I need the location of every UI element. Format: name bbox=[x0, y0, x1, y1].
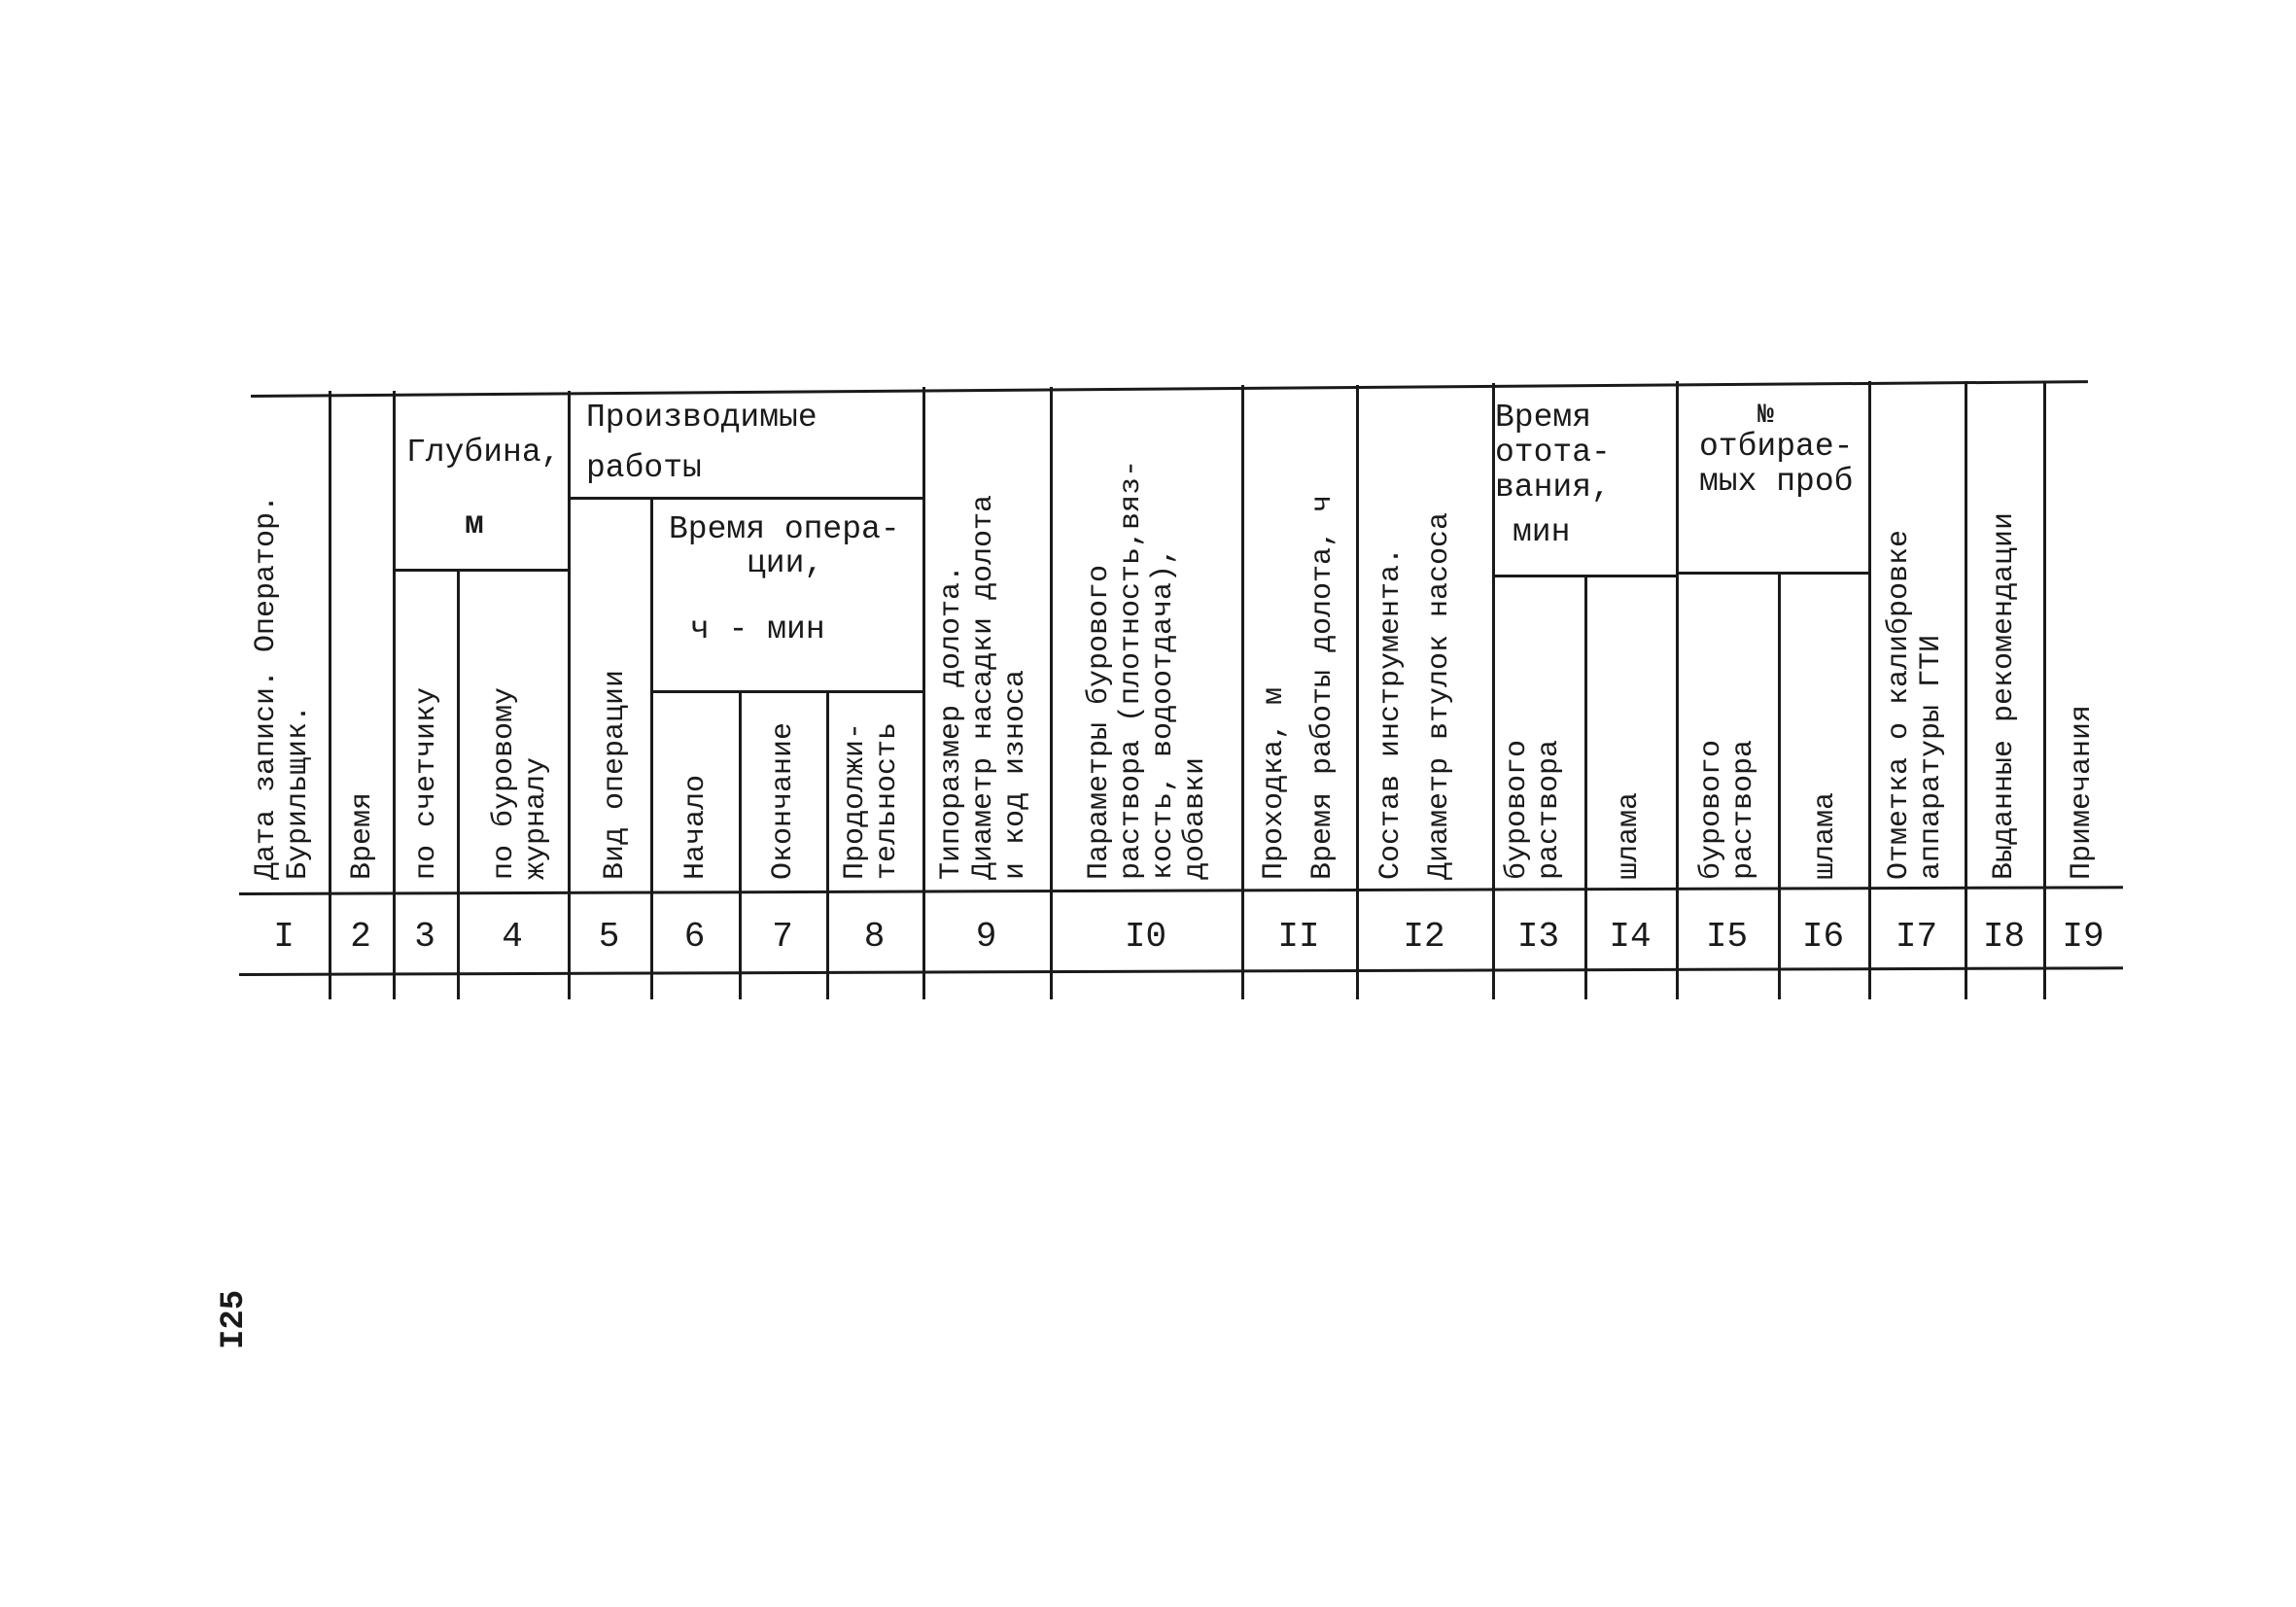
page-number: I25 bbox=[216, 1289, 253, 1349]
col-border bbox=[1676, 381, 1679, 974]
col-border bbox=[650, 497, 653, 974]
col-12-number: I2 bbox=[1403, 917, 1445, 957]
col-13-header-line2: раствора bbox=[1533, 739, 1566, 880]
column-tick bbox=[1868, 974, 1871, 999]
optime-group-rule bbox=[650, 690, 922, 693]
samples-group-title-line1: № bbox=[1757, 401, 1774, 431]
optime-group-unit: ч - мин bbox=[690, 611, 825, 647]
col-11-header-line2: Время работы долота, ч bbox=[1306, 494, 1339, 880]
samples-group-title-line3: мых проб bbox=[1699, 464, 1854, 500]
depth-group-unit: м bbox=[465, 507, 484, 542]
col-17-header-line2: аппаратуры ГТИ bbox=[1915, 634, 1948, 880]
optime-group-title-line2: ции, bbox=[747, 545, 824, 581]
work-group-title-line1: Производимые bbox=[586, 400, 818, 436]
col-17-header-line1: Отметка о калибровке bbox=[1883, 529, 1916, 880]
column-tick bbox=[568, 974, 571, 999]
col-15-header-line2: раствора bbox=[1727, 739, 1760, 880]
col-19-number: I9 bbox=[2062, 917, 2105, 957]
col-13-number: I3 bbox=[1516, 917, 1560, 957]
col-border bbox=[1241, 385, 1244, 974]
col-13-header-line1: бурового bbox=[1501, 739, 1534, 880]
column-tick bbox=[329, 974, 331, 999]
col-1-number: I bbox=[273, 917, 295, 957]
table-top-border bbox=[251, 380, 2088, 398]
samples-group-title-line2: отбирае- bbox=[1699, 429, 1854, 465]
column-tick bbox=[1241, 974, 1244, 999]
col-18-number: I8 bbox=[1982, 917, 2026, 957]
work-group-title-line2: работы bbox=[586, 450, 702, 486]
col-border bbox=[1584, 575, 1587, 974]
col-6-number: 6 bbox=[683, 917, 706, 957]
col-11-number: II bbox=[1277, 917, 1320, 957]
col-1-header-line2: Бурильщик. bbox=[282, 704, 315, 880]
col-border bbox=[1965, 381, 1967, 974]
col-12-header-line1: Состав инструмента. bbox=[1374, 546, 1408, 880]
lag-group-title-line1: Время bbox=[1495, 400, 1592, 436]
col-4-number: 4 bbox=[502, 917, 523, 957]
lag-group-title-line3: вания, bbox=[1495, 470, 1611, 506]
col-7-number: 7 bbox=[772, 917, 793, 957]
column-tick bbox=[826, 974, 829, 999]
col-19-header: Примечания bbox=[2066, 704, 2099, 880]
col-3-header: по счетчику bbox=[410, 686, 443, 880]
col-border bbox=[329, 391, 331, 974]
col-15-header-line1: бурового bbox=[1695, 739, 1728, 880]
col-10-header-line3: кость, водоотдача), bbox=[1147, 546, 1180, 880]
numbers-bottom-border bbox=[239, 966, 2123, 976]
col-8-header-line1: Продолжи- bbox=[839, 721, 872, 880]
col-border bbox=[457, 569, 460, 974]
lag-group-title-line2: отота- bbox=[1495, 435, 1611, 471]
optime-group-title-line1: Время опера- bbox=[669, 511, 900, 547]
col-9-header-line1: Типоразмер долота. bbox=[935, 564, 968, 880]
column-tick bbox=[457, 974, 460, 999]
col-14-number: I4 bbox=[1609, 917, 1652, 957]
column-tick bbox=[2043, 974, 2046, 999]
col-15-number: I5 bbox=[1705, 917, 1749, 957]
depth-group-rule bbox=[393, 569, 568, 572]
col-10-header-line4: добавки bbox=[1179, 756, 1212, 880]
col-2-number: 2 bbox=[350, 917, 371, 957]
col-11-header-line1: Проходка, м bbox=[1258, 686, 1291, 880]
samples-group-rule bbox=[1676, 572, 1868, 575]
col-10-number: I0 bbox=[1124, 917, 1167, 957]
col-6-header: Начало bbox=[679, 774, 713, 880]
col-3-number: 3 bbox=[414, 917, 435, 957]
header-bottom-border bbox=[239, 886, 2123, 895]
col-5-number: 5 bbox=[598, 917, 620, 957]
col-18-header: Выданные рекомендации bbox=[1988, 511, 2021, 880]
col-border bbox=[393, 391, 396, 974]
column-tick bbox=[1965, 974, 1967, 999]
col-10-header-line2: раствора (плотность,вяз- bbox=[1115, 459, 1148, 880]
column-tick bbox=[922, 974, 925, 999]
col-14-header: шлама bbox=[1613, 791, 1646, 880]
col-border bbox=[1868, 381, 1871, 974]
column-tick bbox=[1676, 974, 1679, 999]
col-9-header-line2: Диаметр насадки долота bbox=[967, 494, 1000, 880]
col-border bbox=[2043, 381, 2046, 974]
col-17-number: I7 bbox=[1895, 917, 1938, 957]
col-7-header: Окончание bbox=[767, 721, 800, 880]
col-2-header: Время bbox=[346, 791, 379, 880]
column-tick bbox=[1050, 974, 1053, 999]
col-16-number: I6 bbox=[1801, 917, 1845, 957]
column-tick bbox=[1778, 974, 1781, 999]
col-8-number: 8 bbox=[863, 917, 886, 957]
work-group-rule bbox=[568, 497, 922, 500]
column-tick bbox=[393, 974, 396, 999]
column-tick bbox=[1492, 974, 1495, 999]
col-1-header-line1: Дата записи. Оператор. bbox=[250, 494, 283, 880]
col-border bbox=[922, 387, 925, 974]
col-12-header-line2: Диаметр втулок насоса bbox=[1423, 511, 1456, 880]
lag-group-unit: мин bbox=[1513, 514, 1571, 550]
col-10-header-line1: Параметры бурового bbox=[1083, 564, 1116, 880]
column-tick bbox=[1584, 974, 1587, 999]
col-border bbox=[1356, 385, 1359, 974]
col-8-header-line2: тельность bbox=[871, 721, 904, 880]
col-border bbox=[1050, 387, 1053, 974]
col-border bbox=[568, 391, 571, 974]
col-4-header-line2: журналу bbox=[520, 756, 553, 880]
column-tick bbox=[650, 974, 653, 999]
col-border bbox=[1778, 572, 1781, 974]
col-4-header-line1: по буровому bbox=[488, 686, 521, 880]
col-16-header: шлама bbox=[1809, 791, 1842, 880]
column-tick bbox=[1356, 974, 1359, 999]
depth-group-title: Глубина, bbox=[406, 435, 561, 471]
col-5-header: Вид операции bbox=[599, 669, 632, 880]
col-9-number: 9 bbox=[975, 917, 997, 957]
col-9-header-line3: и код износа bbox=[999, 669, 1032, 880]
column-tick bbox=[739, 974, 742, 999]
